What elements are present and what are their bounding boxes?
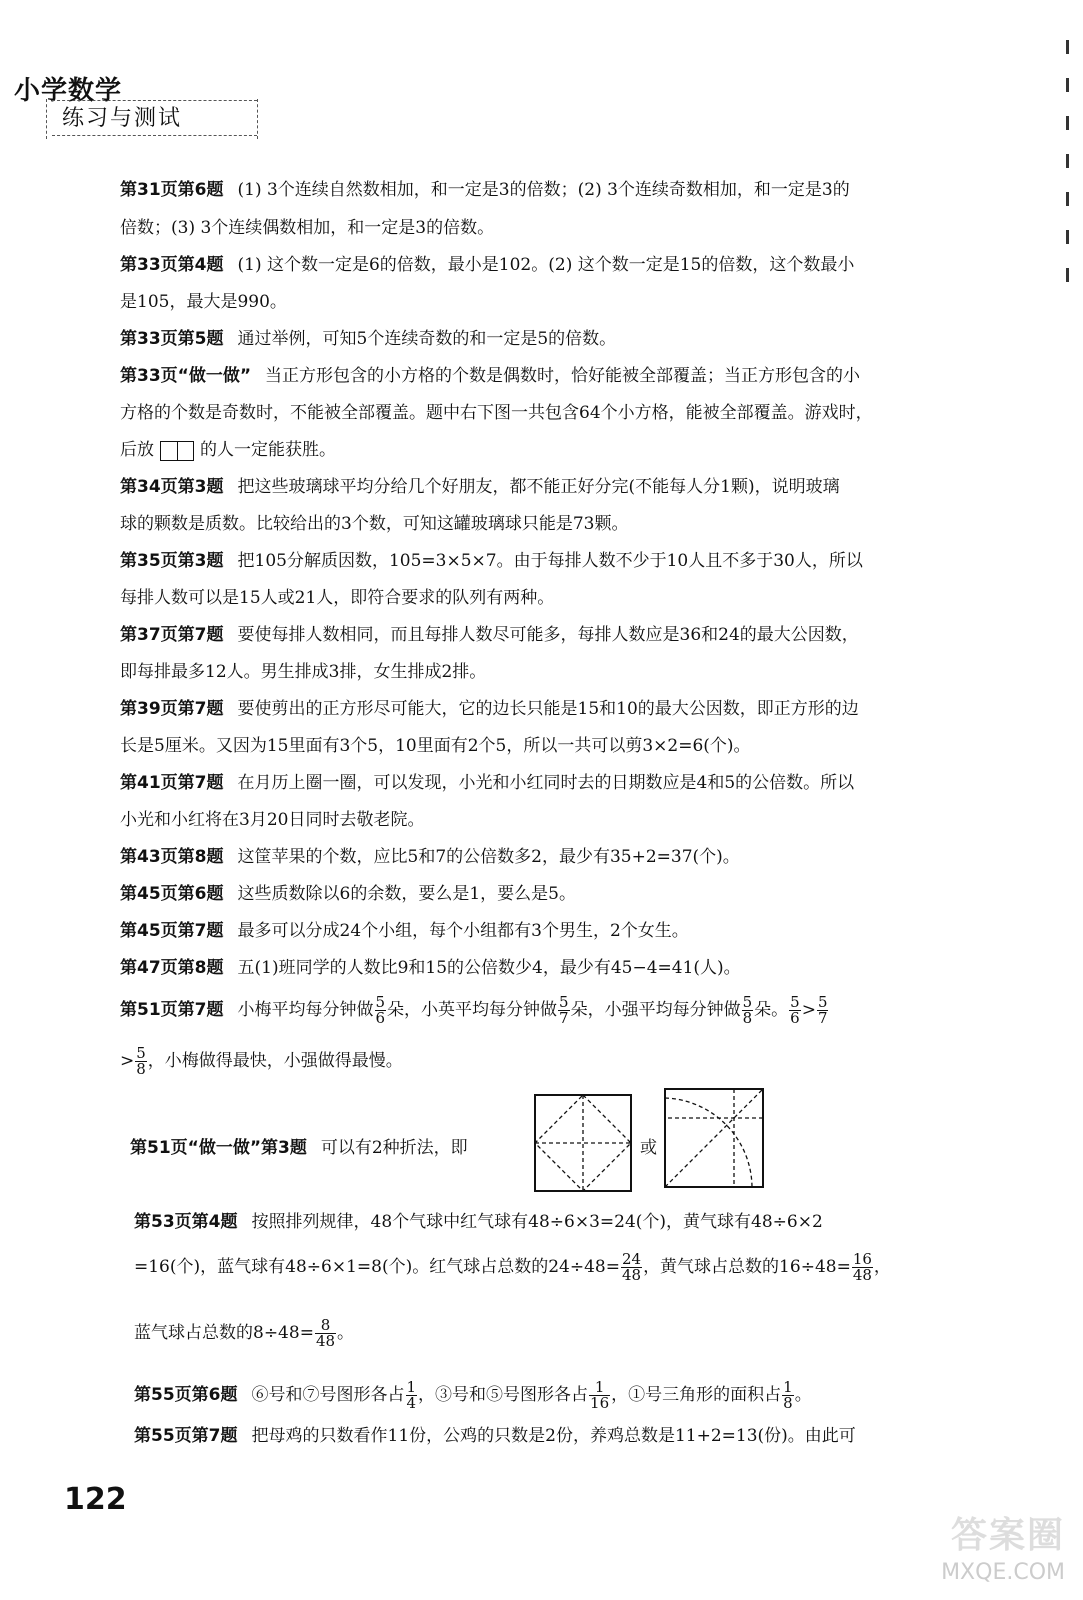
entry-p31-q6-cont: 倍数；(3) 3个连续偶数相加，和一定是3的倍数。 xyxy=(120,218,495,238)
book-title: 小学数学 xyxy=(14,76,123,106)
fold-diagram-diamond xyxy=(534,1094,632,1192)
entry-p51-q7-cont: > $\frac{5}{8}$ ，小梅做得最快，小强做得最慢。 xyxy=(120,1044,403,1078)
fraction: $\frac{16}{48}$ xyxy=(852,1250,872,1284)
fraction: $\frac{8}{48}$ xyxy=(315,1316,336,1350)
entry-p35-q3-cont: 每排人数可以是15人或21人，即符合要求的队列有两种。 xyxy=(120,588,555,608)
watermark: 答案圈 MXQE.COM xyxy=(941,1515,1065,1585)
fraction: $\frac{5}{7}$ xyxy=(559,993,569,1027)
entry-p33-doit-cont2: 后放 的人一定能获胜。 xyxy=(120,440,336,460)
fraction: $\frac{1}{8}$ xyxy=(783,1378,793,1412)
two-square-box-icon xyxy=(160,441,194,461)
entry-p39-q7-cont: 长是5厘米。又因为15里面有3个5，10里面有2个5，所以一共可以剪3×2=6(个)。 xyxy=(120,736,751,756)
entry-p34-q3-cont: 球的颗数是质数。比较给出的3个数，可知这罐玻璃球只能是73颗。 xyxy=(120,514,629,534)
fraction: $\frac{5}{6}$ xyxy=(375,993,386,1027)
entry-p43-q8: 第43页第8题 这筐苹果的个数，应比5和7的公倍数多2，最少有35+2=37(个)。 xyxy=(120,847,740,867)
fraction: $\frac{24}{48}$ xyxy=(621,1250,642,1284)
entry-p51-q7: 第51页第7题 小梅平均每分钟做 $\frac{5}{6}$ 朵，小英平均每分钟做 $\frac{5}{7}$ 朵，小强平均每分钟做 $\frac{5}{8}$ 朵。 $\frac{5}{6}$ > $\frac{5}{7}$ xyxy=(120,993,828,1027)
entry-p51-doit-q3: 第51页“做一做”第3题 可以有2种折法，即 xyxy=(130,1138,468,1158)
fraction: $\frac{5}{6}$ xyxy=(790,993,800,1027)
entry-p53-q4-cont: =16(个)，蓝气球有48÷6×1=8(个)。红气球占总数的24÷48= $\frac{24}{48}$ ，黄气球占总数的16÷48= $\frac{16}{48}$ ， xyxy=(134,1250,891,1284)
entry-p33-q5: 第33页第5题 通过举例，可知5个连续奇数的和一定是5的倍数。 xyxy=(120,329,617,349)
entry-p37-q7-cont: 即每排最多12人。男生排成3排，女生排成2排。 xyxy=(120,662,487,682)
entry-p34-q3: 第34页第3题 把这些玻璃球平均分给几个好朋友，都不能正好分完(不能每人分1颗)，说明玻璃 xyxy=(120,477,840,497)
or-text: 或 xyxy=(640,1138,657,1158)
entry-p33-q4-cont: 是105，最大是990。 xyxy=(120,292,287,312)
entry-p45-q6: 第45页第6题 这些质数除以6的余数，要么是1，要么是5。 xyxy=(120,884,576,904)
entry-p47-q8: 第47页第8题 五(1)班同学的人数比9和15的公倍数少4，最少有45−4=41(人)。 xyxy=(120,958,741,978)
entry-p41-q7: 第41页第7题 在月历上圈一圈，可以发现，小光和小红同时去的日期数应是4和5的公倍数。所以 xyxy=(120,773,855,793)
entry-p33-doit-cont: 方格的个数是奇数时，不能被全部覆盖。题中右下图一共包含64个小方格，能被全部覆盖。游戏时， xyxy=(120,403,873,423)
entry-p31-q6: 第31页第6题 (1) 3个连续自然数相加，和一定是3的倍数；(2) 3个连续奇数相加，和一定是3的 xyxy=(120,180,850,200)
page-number: 122 xyxy=(64,1482,127,1517)
fraction: $\frac{1}{4}$ xyxy=(406,1378,417,1412)
entry-p53-q4-cont2: 蓝气球占总数的8÷48= $\frac{8}{48}$ 。 xyxy=(134,1316,355,1350)
fraction: $\frac{5}{8}$ xyxy=(742,993,753,1027)
entry-p35-q3: 第35页第3题 把105分解质因数，105=3×5×7。由于每排人数不少于10人且不多于30人，所以 xyxy=(120,551,863,571)
entry-p53-q4: 第53页第4题 按照排列规律，48个气球中红气球有48÷6×3=24(个)，黄气球有48÷6×2 xyxy=(134,1212,823,1232)
fraction: $\frac{1}{16}$ xyxy=(590,1378,610,1412)
fraction: $\frac{5}{7}$ xyxy=(817,993,828,1027)
fraction: $\frac{5}{8}$ xyxy=(136,1044,146,1078)
entry-p55-q6: 第55页第6题 ⑥号和⑦号图形各占 $\frac{1}{4}$ ，③号和⑤号图形各占 $\frac{1}{16}$ ，①号三角形的面积占 $\frac{1}{8}$ 。 xyxy=(134,1378,812,1412)
edge-marks xyxy=(1065,40,1071,306)
fold-diagram-arc xyxy=(664,1088,764,1188)
book-subtitle: 练习与测试 xyxy=(52,100,257,136)
entry-p55-q7: 第55页第7题 把母鸡的只数看作11份，公鸡的只数是2份，养鸡总数是11+2=13(份)。由此可 xyxy=(134,1426,856,1446)
entry-p41-q7-cont: 小光和小红将在3月20日同时去敬老院。 xyxy=(120,810,425,830)
entry-p33-q4: 第33页第4题 (1) 这个数一定是6的倍数，最小是102。(2) 这个数一定是15的倍数，这个数最小 xyxy=(120,255,855,275)
entry-p37-q7: 第37页第7题 要使每排人数相同，而且每排人数尽可能多，每排人数应是36和24的最大公因数， xyxy=(120,625,859,645)
entry-p33-doit: 第33页“做一做” 当正方形包含的小方格的个数是偶数时，恰好能被全部覆盖；当正方形包含的小 xyxy=(120,366,861,386)
entry-p39-q7: 第39页第7题 要使剪出的正方形尽可能大，它的边长只能是15和10的最大公因数，即正方形的边 xyxy=(120,699,859,719)
entry-p45-q7: 第45页第7题 最多可以分成24个小组，每个小组都有3个男生，2个女生。 xyxy=(120,921,689,941)
